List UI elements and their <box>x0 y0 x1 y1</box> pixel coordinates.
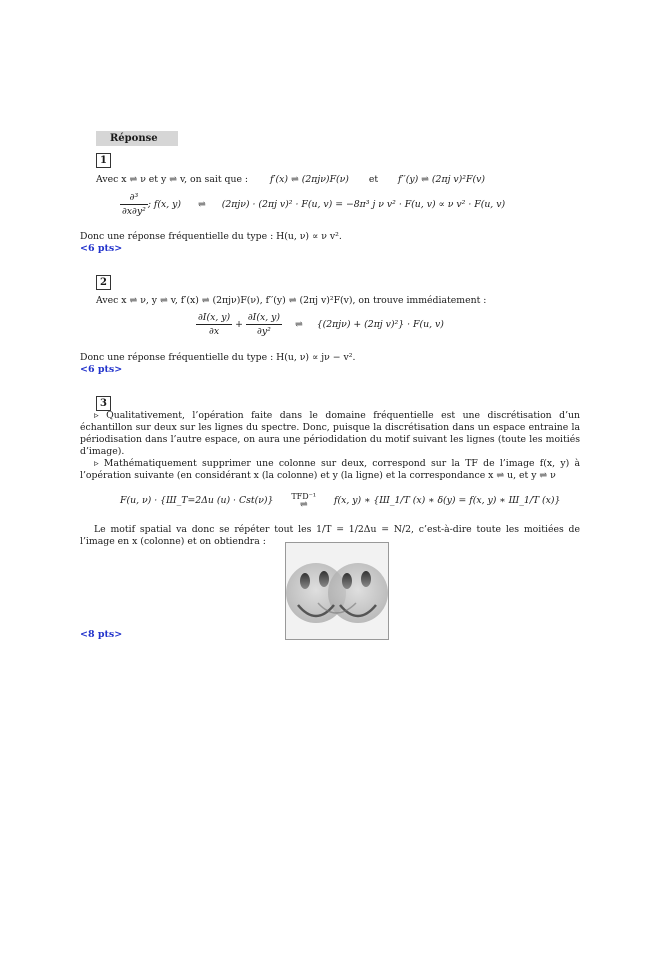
q3-equation-right: f(x, y) ∗ {Ш_1/T (x) ∗ δ(y) = f(x, y) ∗ Ш_1/T (x)} <box>334 495 561 506</box>
q1-equation: $\frac{\text{∂³}}{\text{∂x∂y²}}$ ; f(x, y) ⇌ (2πjν) · (2πj v)² · F(u, v) = −8π³ j ν v² · F(u, v) ∝ ν v² · F(u, v) <box>122 192 506 217</box>
q1-conclusion: Donc une réponse fréquentielle du type : H(u, ν) ∝ ν v². <box>80 231 342 242</box>
q1-relation-1: f′(x) ⇌ (2πjν)F(ν) <box>270 174 349 185</box>
question-number-2: 2 <box>96 275 111 290</box>
q2-conclusion: Donc une réponse fréquentielle du type : H(u, ν) ∝ jν − v². <box>80 352 356 363</box>
eye-icon <box>361 571 371 587</box>
q1-intro-line <box>96 174 485 186</box>
q3-paragraph-2 <box>80 458 580 482</box>
q3-operator: TFD⁻¹ ⇌ <box>291 492 317 510</box>
right-face <box>328 563 388 623</box>
question-number-3: 3 <box>96 396 111 411</box>
q3-operator-label: TFD⁻¹ <box>291 492 317 501</box>
q1-intro: Avec x ⇌ ν et y ⇌ v, on sait que : <box>96 174 249 185</box>
q2-fraction-y: $\frac{\partial I(x, y)}{\text{∂y²}}$ <box>247 312 281 337</box>
question-number-1: 1 <box>96 153 111 168</box>
q1-et: et <box>368 174 379 185</box>
q3-paragraph-1 <box>80 410 580 458</box>
q2-fraction-x: $\frac{\partial I(x, y)}{\partial x}$ <box>198 312 231 337</box>
q1-derivative-fraction: $\frac{\text{∂³}}{\text{∂x∂y²}}$ <box>122 192 146 217</box>
q2-intro: Avec x ⇌ ν, y ⇌ v, f′(x) ⇌ (2πjν)F(ν), f′′(y) ⇌ (2πj v)²F(v), on trouve immédiatement : <box>96 295 487 306</box>
q1-relation-2: f′′(y) ⇌ (2πj v)²F(v) <box>398 174 485 185</box>
q1-equation-rhs: (2πjν) · (2πj v)² · F(u, v) = −8π³ j ν v² · F(u, v) ∝ ν v² · F(u, v) <box>221 199 506 210</box>
q1-points: <6 pts> <box>80 243 123 254</box>
section-heading: Réponse <box>96 131 178 146</box>
q3-paragraph-1-text: ▹ Qualitativement, l’opération faite dans le domaine fréquentielle est une discrétisation d’un échantillon sur deux sur les lignes du spectre. Donc, puisque la discrétisation dans un espace entraine la périodisation dans l’autre espace, on aura une périodidation du motif suivant les lignes (toute les moitiés d’image). <box>80 410 580 457</box>
q2-equation-rhs: {(2πjν) + (2πj v)²} · F(u, v) <box>316 319 444 330</box>
q2-points: <6 pts> <box>80 364 123 375</box>
eye-icon <box>342 573 352 589</box>
q3-equation <box>120 492 560 509</box>
eye-icon <box>300 573 310 589</box>
q3-paragraph-2-text: ▹ Mathématiquement supprimer une colonne sur deux, correspond sur la TF de l’image f(x, y) à l’opération suivante (en considérant x (la colonne) et y (la ligne) et la correspondance x ⇌ u, et y ⇌ ν <box>80 458 580 481</box>
smiley-figure-svg <box>286 543 388 639</box>
q2-equation: $\frac{\partial I(x, y)}{\partial x}$ + $\frac{\partial I(x, y)}{\text{∂y²}}$ ⇌ {(2πjν) + (2πj v)²} · F(u, v) <box>198 312 444 337</box>
q3-equation-left: F(u, ν) · {Ш_T=2Δu (u) · Cst(ν)} <box>120 495 274 506</box>
q3-points: <8 pts> <box>80 629 123 640</box>
q3-paragraph-3-text: Le motif spatial va donc se répéter tout les 1/T = 1/2Δu = N/2, c’est-à-dire toute les moitiées de l’image en x (colonne) et on obtiendra : <box>80 524 580 547</box>
periodized-smiley-image <box>285 542 389 640</box>
eye-icon <box>319 571 329 587</box>
